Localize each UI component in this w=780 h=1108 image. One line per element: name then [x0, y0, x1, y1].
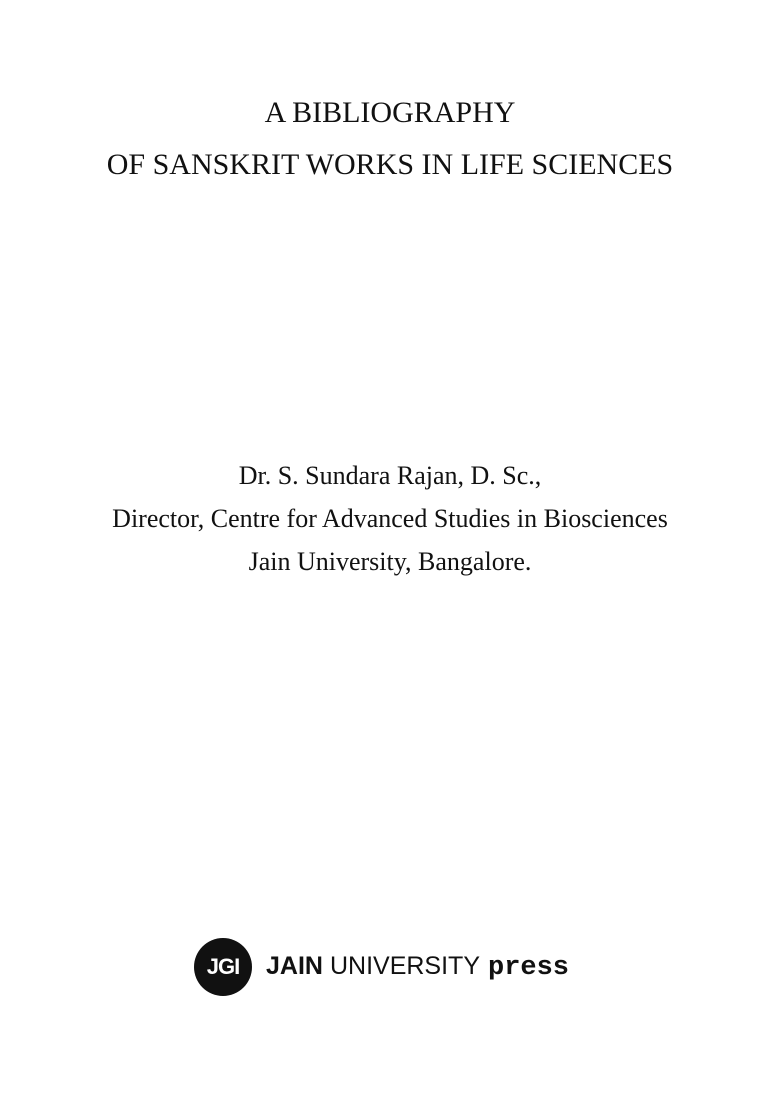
- author-affiliation: Jain University, Bangalore.: [248, 547, 532, 576]
- author-position: Director, Centre for Advanced Studies in Biosciences: [112, 504, 668, 533]
- title-line-2: OF SANSKRIT WORKS IN LIFE SCIENCES: [106, 148, 674, 181]
- publisher-name: [266, 952, 569, 983]
- publisher-name-regular: UNIVERSITY: [329, 951, 480, 980]
- publisher-name-bold: JAIN: [266, 951, 323, 980]
- jgi-seal-icon: JGI: [194, 938, 252, 996]
- author-name: Dr. S. Sundara Rajan, D. Sc.,: [238, 461, 542, 490]
- publisher-name-mono: press: [488, 952, 570, 983]
- publisher-logo: [194, 938, 569, 996]
- title-line-1: A BIBLIOGRAPHY: [264, 96, 516, 129]
